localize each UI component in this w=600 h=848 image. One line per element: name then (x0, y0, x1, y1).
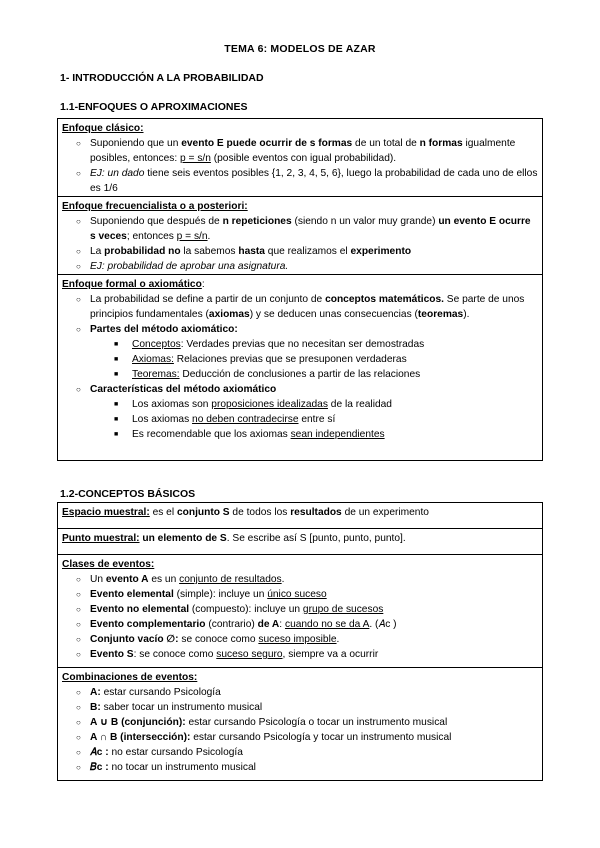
list-item (76, 292, 538, 322)
text-bold: conjunto S (176, 507, 230, 518)
cell-heading: Enfoque clásico: (62, 123, 144, 134)
text: Un (90, 574, 106, 585)
text: saber tocar un instrumento musical (100, 702, 263, 713)
text: estar cursando Psicología o tocar un instrumento musical (185, 717, 448, 728)
text: de un total de (352, 138, 420, 149)
text-underline: proposiciones idealizadas (211, 399, 328, 410)
text: Los axiomas son (132, 399, 212, 410)
text-bold: axiomas (208, 309, 250, 320)
text-bold: un evento E ocurre s veces (90, 216, 531, 242)
text-bold: un elemento de S (139, 533, 227, 544)
list-item (76, 602, 538, 617)
text: no tocar un instrumento musical (108, 762, 256, 773)
text: Los axiomas (132, 414, 193, 425)
text: (posible eventos con igual probabilidad). (210, 153, 397, 164)
text-underline: sean independientes (290, 429, 385, 440)
text: Suponiendo que después de (90, 216, 223, 227)
text-bold: evento E puede ocurrir de s formas (181, 138, 353, 149)
text: de la realidad (327, 399, 392, 410)
text-bold: de A (257, 619, 280, 630)
text: La (90, 246, 105, 257)
clases-eventos-cell (58, 555, 542, 668)
text-italic: EJ: un dado (90, 168, 145, 179)
list-item (76, 572, 538, 587)
text-underline: grupo de sucesos (302, 604, 384, 615)
text: estar cursando Psicología (100, 687, 221, 698)
text: igualmente posibles, entonces: (90, 138, 516, 164)
text-bold: probabilidad no (104, 246, 181, 257)
list-item (76, 244, 538, 259)
text-underline: suceso imposible (258, 634, 337, 645)
text-bold: evento A (105, 574, 149, 585)
conceptos-table (57, 502, 543, 781)
text: ). (463, 309, 470, 320)
text-underline: único suceso (267, 589, 327, 600)
text: Se parte de unos principios fundamentales ( (90, 294, 525, 320)
subsection-heading: 1.1-ENFOQUES O APROXIMACIONES (60, 101, 248, 113)
formula: p = s/n (180, 153, 211, 164)
list-item (76, 214, 538, 244)
text: estar cursando Psicología y tocar un instrumento musical (190, 732, 452, 743)
text-bold: experimento (350, 246, 412, 257)
document-title: TEMA 6: MODELOS DE AZAR (224, 43, 376, 55)
list-item (76, 617, 538, 632)
text: (siendo n un valor muy grande) (291, 216, 439, 227)
text: Deducción de conclusiones a partir de las relaciones (179, 369, 421, 380)
list-item (76, 322, 538, 382)
text-bold: Características del método axiomático (90, 384, 277, 395)
text: ; entonces (126, 231, 177, 242)
text-bold: Evento no elemental (90, 604, 190, 615)
text-bold: 𝐴c : (90, 747, 109, 758)
text: entre sí (298, 414, 336, 425)
text-bold: n repeticiones (222, 216, 292, 227)
enfoques-table (57, 118, 543, 461)
text: La probabilidad se define a partir de un conjunto de (90, 294, 326, 305)
punto-muestral-cell (58, 529, 542, 555)
text-bold: Evento complementario (90, 619, 206, 630)
text-bold: teoremas (417, 309, 464, 320)
text-bold: n formas (419, 138, 463, 149)
list-item (76, 700, 538, 715)
text-bold: Evento S (90, 649, 134, 660)
enfoque-formal-cell (58, 275, 542, 461)
list-item (76, 715, 538, 730)
text-bold: 𝐵c : (90, 762, 109, 773)
text: . Se escribe así S [punto, punto, punto]. (226, 533, 406, 544)
text-underline: suceso seguro (216, 649, 283, 660)
text-bold: Evento elemental (90, 589, 174, 600)
text-bold: A ∪ B (conjunción): (90, 717, 186, 728)
sub-list-item (114, 367, 538, 382)
list-item (76, 685, 538, 700)
text: (simple): incluye un (173, 589, 268, 600)
enfoque-frecuencialista-cell (58, 197, 542, 275)
text: , siempre va a ocurrir (282, 649, 379, 660)
text: . (281, 574, 285, 585)
text: Suponiendo que un (90, 138, 182, 149)
enfoque-clasico-cell (58, 119, 542, 197)
text: ) y se deducen unas consecuencias ( (249, 309, 418, 320)
list-item (76, 259, 538, 274)
text: que realizamos el (264, 246, 351, 257)
term: Conceptos (132, 339, 181, 350)
text-bold: A ∩ B (intersección): (90, 732, 191, 743)
text-bold: hasta (238, 246, 265, 257)
text-underline: conjunto de resultados (179, 574, 282, 585)
sub-list-item (114, 397, 538, 412)
text: : (279, 619, 285, 630)
text: : Verdades previas que no necesitan ser demostradas (180, 339, 425, 350)
term: Teoremas: (132, 369, 180, 380)
text: Es recomendable que los axiomas (132, 429, 291, 440)
sub-list-item (114, 337, 538, 352)
sub-list-item (114, 352, 538, 367)
subsection-heading: 1.2-CONCEPTOS BÁSICOS (60, 488, 196, 500)
sub-list-item (114, 427, 538, 442)
list-item (76, 730, 538, 745)
section-heading: 1- INTRODUCCIÓN A LA PROBABILIDAD (60, 72, 264, 84)
sub-list-item (114, 412, 538, 427)
formula: p = s/n (176, 231, 208, 242)
text-bold: A: (90, 687, 101, 698)
text: . (𝐴c ) (369, 619, 397, 630)
text: Relaciones previas que se presuponen verdaderas (173, 354, 407, 365)
cell-heading: Enfoque frecuencialista o a posteriori: (62, 201, 248, 212)
cell-heading: Clases de eventos: (62, 559, 155, 570)
text: : se conoce como (133, 649, 217, 660)
text: es el (149, 507, 177, 518)
cell-heading (62, 277, 538, 292)
text: . (207, 231, 211, 242)
espacio-muestral-cell (58, 503, 542, 529)
text-underline: no deben contradecirse (192, 414, 299, 425)
list-item (76, 647, 538, 662)
cell-heading-text: Enfoque formal o axiomático (62, 279, 202, 290)
text: (compuesto): incluye un (189, 604, 303, 615)
text-bold: Conjunto vacío ∅: (90, 634, 179, 645)
text-bold: conceptos matemáticos. (325, 294, 444, 305)
text-bold: Partes del método axiomático: (90, 324, 238, 335)
text: no estar cursando Psicología (108, 747, 243, 758)
list-item (76, 760, 538, 775)
text: (contrario) (205, 619, 258, 630)
list-item (76, 166, 538, 196)
text: tiene seis eventos posibles {1, 2, 3, 4, 5, 6}, luego la probabilidad de cada uno de ellos es 1/6 (90, 168, 538, 194)
cell-heading: Punto muestral: (62, 533, 140, 544)
list-item (76, 632, 538, 647)
list-item (76, 382, 538, 442)
list-item (76, 745, 538, 760)
text: es un (148, 574, 180, 585)
cell-heading: Espacio muestral: (62, 507, 150, 518)
text: . (336, 634, 340, 645)
cell-heading: Combinaciones de eventos: (62, 672, 198, 683)
text: : (201, 279, 205, 290)
combinaciones-eventos-cell (58, 668, 542, 781)
list-item (76, 136, 538, 166)
text: la sabemos (180, 246, 239, 257)
text-underline: cuando no se da A (284, 619, 370, 630)
list-item (76, 587, 538, 602)
text: de un experimento (341, 507, 429, 518)
text-bold: resultados (290, 507, 342, 518)
text-bold: B: (90, 702, 101, 713)
text: se conoce como (178, 634, 259, 645)
term: Axiomas: (132, 354, 174, 365)
text: de todos los (229, 507, 291, 518)
text-italic: EJ: probabilidad de aprobar una asignatura. (90, 261, 289, 272)
